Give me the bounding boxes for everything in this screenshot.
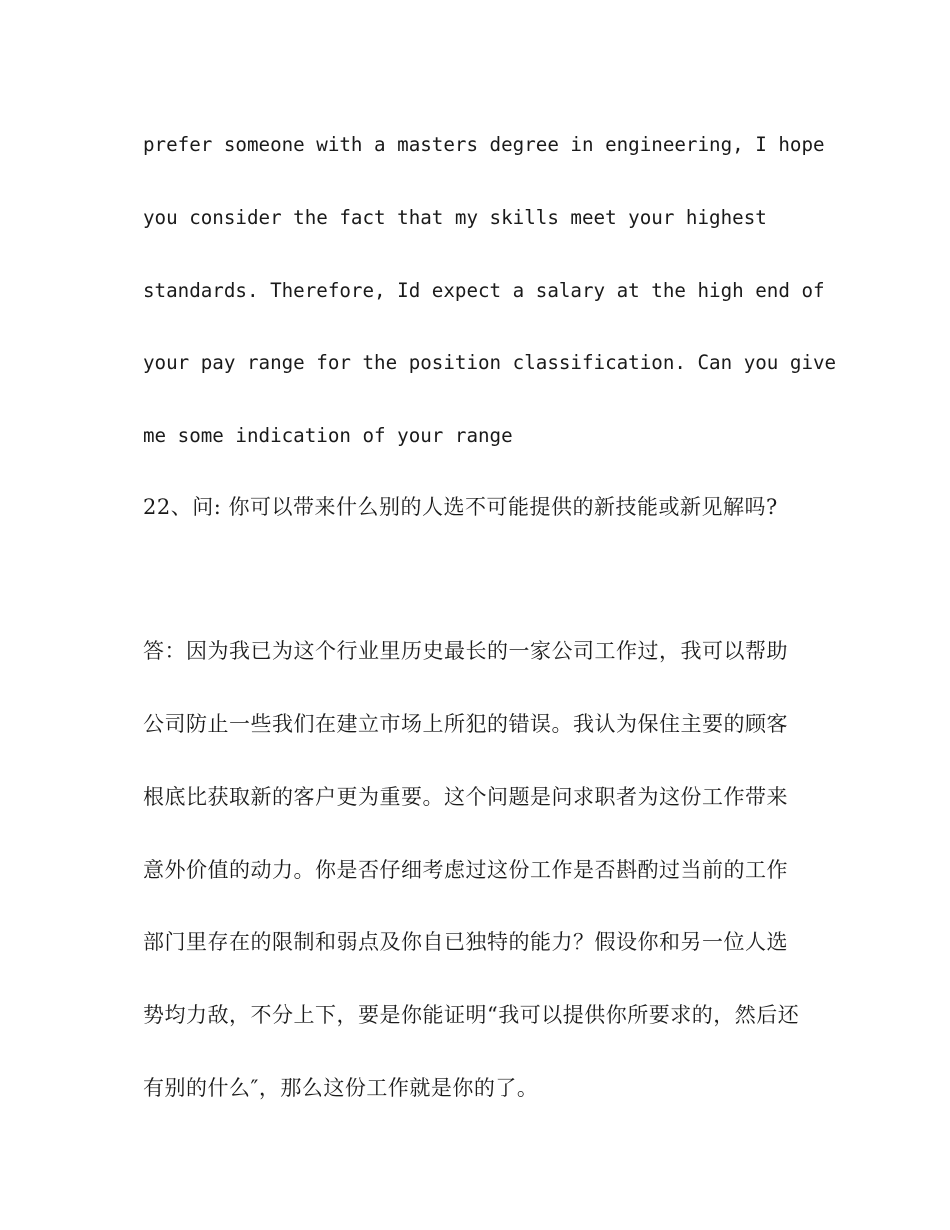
answer-line-5: 部门里存在的限制和弱点及你自已独特的能力？假设你和另一位人选: [143, 930, 788, 954]
english-line-5: me some indication of your range: [143, 424, 513, 447]
answer-line-2: 公司防止一些我们在建立市场上所犯的错误。我认为保住主要的顾客: [143, 712, 788, 736]
english-line-4: your pay range for the position classification. Can you give: [143, 351, 837, 374]
english-line-3: standards. Therefore, Id expect a salary at the high end of: [143, 279, 825, 302]
english-line-2: you consider the fact that my skills meet your highest: [143, 206, 767, 229]
english-line-1: prefer someone with a masters degree in engineering, I hope: [143, 133, 825, 156]
answer-line-6: 势均力敌，不分上下，要是你能证明“我可以提供你所要求的，然后还: [143, 1003, 800, 1027]
answer-line-4: 意外价值的动力。你是否仔细考虑过这份工作是否斟酌过当前的工作: [143, 858, 788, 882]
answer-line-1: 答：因为我已为这个行业里历史最长的一家公司工作过，我可以帮助: [143, 639, 788, 663]
question-heading: 22、问: 你可以带来什么别的人选不可能提供的新技能或新见解吗?: [143, 495, 778, 519]
answer-line-7: 有别的什么″，那么这份工作就是你的了。: [143, 1076, 539, 1100]
answer-line-3: 根底比获取新的客户更为重要。这个问题是问求职者为这份工作带来: [143, 785, 788, 809]
